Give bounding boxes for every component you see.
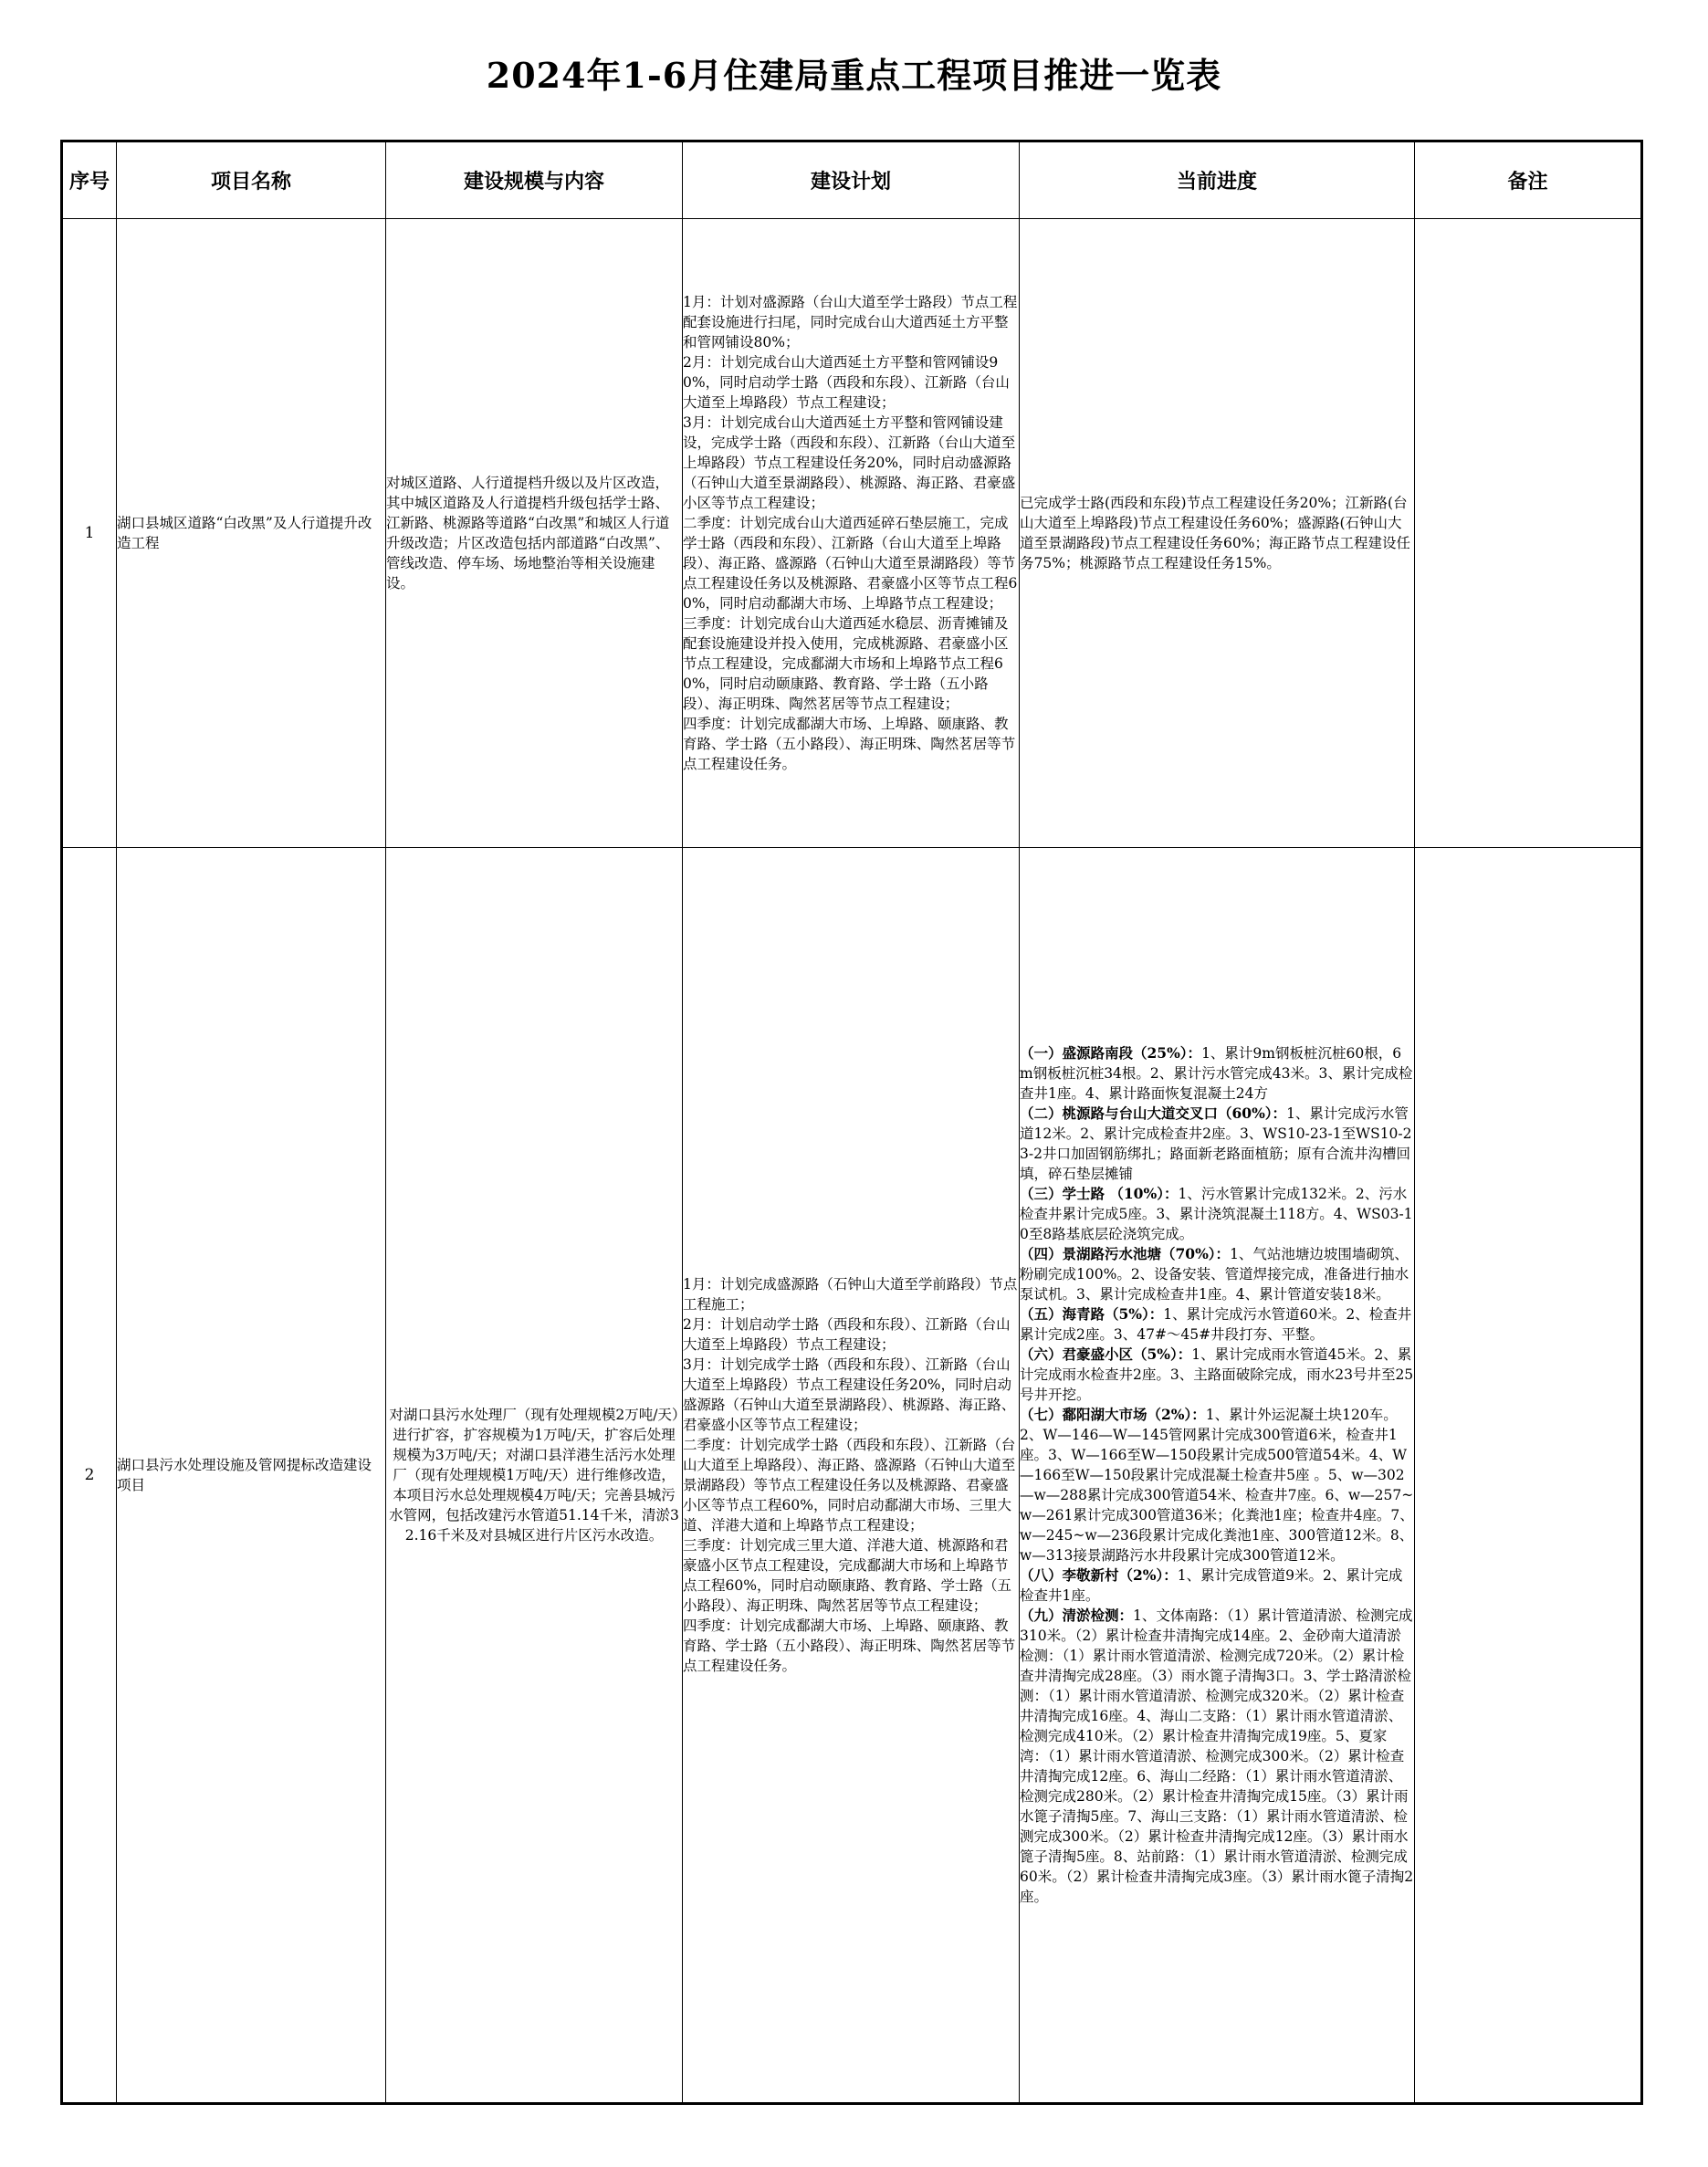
header-scale: 建设规模与内容 bbox=[386, 141, 683, 219]
project-scale: 对湖口县污水处理厂（现有处理规模2万吨/天）进行扩容，扩容规模为1万吨/天，扩容后处理规模为3万吨/天；对湖口县洋港生活污水处理厂（现有处理规模1万吨/天）进行维修改造，本项目污水总处理规模4万吨/天；完善县城污水管网，包括改建污水管道51.14千米，清淤32.16千米及对县城区进行片区污水改造。 bbox=[386, 848, 683, 2104]
progress-item: （六）君豪盛小区（5%）：1、累计完成雨水管道45米。2、累计完成雨水检查井2座。3、主路面破除完成，雨水23号井至25号井开挖。 bbox=[1020, 1345, 1414, 1403]
project-name: 湖口县城区道路“白改黑”及人行道提升改造工程 bbox=[117, 219, 386, 848]
project-scale: 对城区道路、人行道提档升级以及片区改造，其中城区道路及人行道提档升级包括学士路、江新路、桃源路等道路“白改黑”和城区人行道升级改造；片区改造包括内部道路“白改黑”、管线改造、停车场、场地整治等相关设施建设。 bbox=[386, 219, 683, 848]
plan-line: 三季度：计划完成三里大道、洋港大道、桃源路和君豪盛小区节点工程建设，完成鄱湖大市场和上埠路节点工程60%，同时启动颐康路、教育路、学士路（五小路段）、海正明珠、陶然茗居等节点工程建设； bbox=[683, 1537, 1011, 1614]
plan-line: 1月：计划完成盛源路（石钟山大道至学前路段）节点工程施工； bbox=[683, 1276, 1018, 1313]
project-progress bbox=[1020, 848, 1415, 2104]
table-row bbox=[62, 848, 1642, 2104]
plan-line: 2月：计划启动学士路（西段和东段）、江新路（台山大道至上埠路段）节点工程建设； bbox=[683, 1316, 1011, 1353]
project-name: 湖口县污水处理设施及管网提标改造建设项目 bbox=[117, 848, 386, 2104]
progress-item: （八）李敬新村（2%）：1、累计完成管道9米。2、累计完成检查井1座。 bbox=[1020, 1566, 1403, 1604]
header-row bbox=[62, 141, 1642, 219]
project-remark bbox=[1415, 219, 1642, 848]
page-title: 2024年1-6月住建局重点工程项目推进一览表 bbox=[486, 55, 1222, 96]
plan-line: 四季度：计划完成鄱湖大市场、上埠路、颐康路、教育路、学士路（五小路段）、海正明珠、陶然茗居等节点工程建设任务。 bbox=[683, 1617, 1016, 1674]
row-number: 1 bbox=[62, 219, 117, 848]
header-no: 序号 bbox=[62, 141, 117, 219]
progress-item: 已完成学士路(西段和东段)节点工程建设任务20%；江新路(台山大道至上埠路段)节点工程建设任务60%；盛源路(石钟山大道至景湖路段)节点工程建设任务60%；海正路节点工程建设任务75%；桃源路节点工程建设任务15%。 bbox=[1020, 495, 1411, 571]
header-remark: 备注 bbox=[1415, 141, 1642, 219]
progress-item: （三）学士路 （10%）：1、污水管累计完成132米。2、污水检查井累计完成5座。3、累计浇筑混凝土118方。4、WS03-10至8路基底层砼浇筑完成。 bbox=[1020, 1185, 1413, 1242]
project-progress bbox=[1020, 219, 1415, 848]
progress-item: （九）清淤检测：1、文体南路：（1）累计管道清淤、检测完成310米。（2）累计检查井清掏完成14座。2、金砂南大道清淤检测：（1）累计雨水管道清淤、检测完成720米。（2）累计检查井清掏完成28座。（3）雨水篦子清掏3口。3、学士路清淤检测：（1）累计雨水管道清淤、检测完成320米。（2）累计检查井清掏完成16座。4、海山二支路：（1）累计雨水管道清淤、检测完成410米。（2）累计检查井清掏完成19座。5、夏家湾：（1）累计雨水管道清淤、检测完成300米。（2）累计检查井清掏完成12座。6、海山二经路：（1）累计雨水管道清淤、检测完成280米。（2）累计检查井清掏完成15座。（3）累计雨水篦子清掏5座。7、海山三支路：（1）累计雨水管道清淤、检测完成300米。（2）累计检查井清掏完成12座。（3）累计雨水篦子清掏5座。8、站前路：（1）累计雨水管道清淤、检测完成60米。（2）累计检查井清掏完成3座。（3）累计雨水篦子清掏2座。 bbox=[1020, 1607, 1414, 1905]
plan-line: 四季度：计划完成鄱湖大市场、上埠路、颐康路、教育路、学士路（五小路段）、海正明珠、陶然茗居等节点工程建设任务。 bbox=[683, 716, 1016, 772]
header-name: 项目名称 bbox=[117, 141, 386, 219]
plan-line: 3月：计划完成学士路（西段和东段）、江新路（台山大道至上埠路段）节点工程建设任务20%，同时启动盛源路（石钟山大道至景湖路段）、桃源路、海正路、君豪盛小区等节点工程建设； bbox=[683, 1356, 1016, 1433]
progress-item: （二）桃源路与台山大道交叉口（60%）：1、累计完成污水管道12米。2、累计完成检查井2座。3、WS10-23-1至WS10-23-2井口加固钢筋绑扎；路面新老路面植筋；原有合流井沟槽回填，碎石垫层摊铺 bbox=[1020, 1104, 1412, 1182]
progress-item: （七）鄱阳湖大市场（2%）：1、累计外运泥凝土块120车。2、W—146—W—145管网累计完成300管道6米，检查井1座。3、W—166至W—150段累计完成500管道54米。4、W—166至W—150段累计完成混凝土检查井5座 。5、w—302—w—288累计完成300管道54米、检查井7座。6、w—257~w—261累计完成300管道36米；化粪池1座；检查井4座。7、w—245~w—236段累计完成化粪池1座、300管道12米。8、w—313接景湖路污水井段累计完成300管道12米。 bbox=[1020, 1406, 1414, 1564]
project-table bbox=[60, 140, 1643, 2105]
plan-line: 2月：计划完成台山大道西延土方平整和管网铺设90%，同时启动学士路（西段和东段）、江新路（台山大道至上埠路段）节点工程建设； bbox=[683, 354, 1010, 411]
project-plan bbox=[683, 848, 1020, 2104]
plan-line: 3月：计划完成台山大道西延土方平整和管网铺设建设，完成学士路（西段和东段）、江新路（台山大道至上埠路段）节点工程建设任务20%，同时启动盛源路（石钟山大道至景湖路段）、桃源路、海正路、君豪盛小区等节点工程建设； bbox=[683, 414, 1016, 511]
project-plan bbox=[683, 219, 1020, 848]
progress-item: （五）海青路（5%）：1、累计完成污水管道60米。2、检查井累计完成2座。3、47#～45#井段打夯、平整。 bbox=[1020, 1305, 1412, 1343]
plan-line: 二季度：计划完成台山大道西延碎石垫层施工，完成学士路（西段和东段）、江新路（台山大道至上埠路段）、海正路、盛源路（石钟山大道至景湖路段）等节点工程建设任务以及桃源路、君豪盛小区等节点工程60%，同时启动鄱湖大市场、上埠路节点工程建设； bbox=[683, 515, 1018, 612]
progress-item: （一）盛源路南段（25%）：1、累计9m钢板桩沉桩60根，6m钢板桩沉桩34根。2、累计污水管完成43米。3、累计完成检查井1座。4、累计路面恢复混凝土24方 bbox=[1020, 1044, 1413, 1102]
project-remark bbox=[1415, 848, 1642, 2104]
progress-item: （四）景湖路污水池塘（70%）：1、气站池塘边坡围墙砌筑、粉刷完成100%。2、设备安装、管道焊接完成，准备进行抽水泵试机。3、累计完成检查井1座。4、累计管道安装18米。 bbox=[1020, 1245, 1409, 1303]
plan-line: 1月：计划对盛源路（台山大道至学士路段）节点工程配套设施进行扫尾，同时完成台山大道西延土方平整和管网铺设80%； bbox=[683, 294, 1018, 351]
plan-line: 二季度：计划完成学士路（西段和东段）、江新路（台山大道至上埠路段）、海正路、盛源路（石钟山大道至景湖路段）等节点工程建设任务以及桃源路、君豪盛小区等节点工程60%，同时启动鄱湖大市场、三里大道、洋港大道和上埠路节点工程建设； bbox=[683, 1437, 1016, 1534]
plan-line: 三季度：计划完成台山大道西延水稳层、沥青摊铺及配套设施建设并投入使用，完成桃源路、君豪盛小区节点工程建设，完成鄱湖大市场和上埠路节点工程60%，同时启动颐康路、教育路、学士路（五小路段）、海正明珠、陶然茗居等节点工程建设； bbox=[683, 615, 1009, 712]
row-number: 2 bbox=[62, 848, 117, 2104]
header-progress: 当前进度 bbox=[1020, 141, 1415, 219]
table-row bbox=[62, 219, 1642, 848]
header-plan: 建设计划 bbox=[683, 141, 1020, 219]
